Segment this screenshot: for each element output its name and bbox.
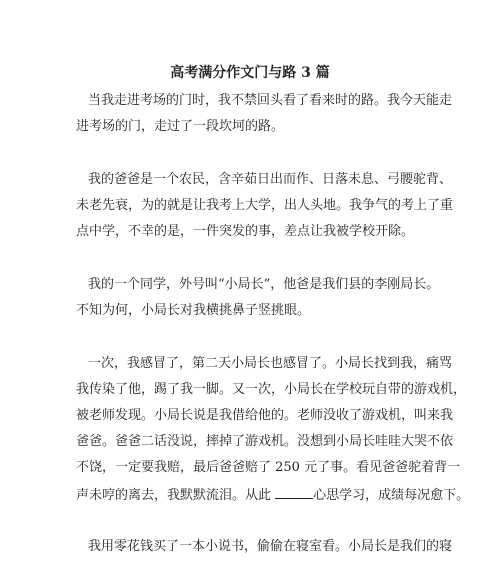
paragraph-line: 不饶，一定要我赔，最后爸爸赔了 250 元了事。看见爸爸驼着背一 (76, 460, 461, 475)
paragraph-line: 被老师发现。小局长说是我借给他的。老师没收了游戏机，叫来我 (76, 408, 454, 423)
paragraph-line: 我传染了他，踢了我一脚。又一次，小局长在学校玩自带的游戏机， (76, 382, 467, 397)
paragraph-line: 一次，我感冒了，第二天小局长也感冒了。小局长找到我，痛骂 (88, 356, 453, 371)
paragraph-line: 点中学，不幸的是，一件突发的事，差点让我被学校开除。 (76, 224, 415, 239)
document-title: 高考满分作文门与路 3 篇 (170, 65, 330, 81)
paragraph-line: 我的一个同学，外号叫“小局长”，他爸是我们县的李刚局长。 (88, 277, 440, 292)
paragraph-line-with-blank (76, 484, 469, 506)
paragraph-text: 声未哼的离去，我默默流泪。从此 (76, 488, 276, 503)
fill-in-blank (275, 484, 313, 499)
paragraph-line: 进考场的门，走过了一段坎坷的路。 (76, 119, 285, 134)
paragraph-line: 当我走进考场的门时，我不禁回头看了看来时的路。我今天能走 (88, 93, 453, 108)
paragraph-line: 我用零花钱买了一本小说书，偷偷在寝室看。小局长是我们的寝 (88, 539, 453, 554)
paragraph-line: 爸爸。爸爸二话没说，摔掉了游戏机。没想到小局长哇哇大哭不依 (76, 434, 454, 449)
paragraph-line: 不知为何，小局长对我横挑鼻子竖挑眼。 (76, 303, 311, 318)
paragraph-line: 未老先衰，为的就是让我考上大学，出人头地。我争气的考上了重 (76, 198, 454, 213)
paragraph-text: 心思学习，成绩每况愈下。 (313, 488, 470, 503)
paragraph-line: 我的爸爸是一个农民，含辛茹日出而作、日落未息、弓腰驼背、 (88, 172, 453, 187)
